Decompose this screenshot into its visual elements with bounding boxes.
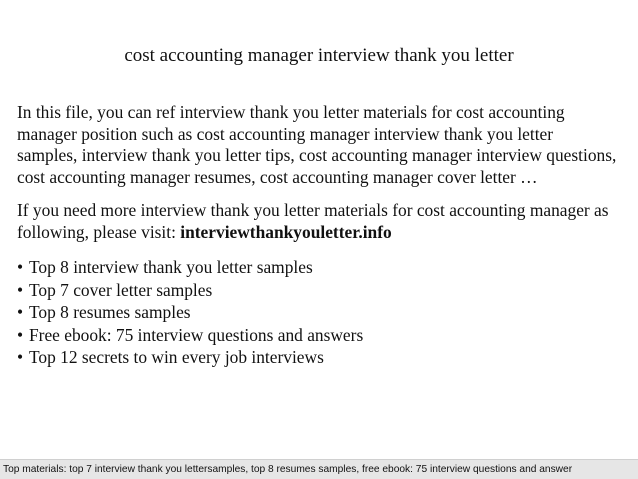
slide-title: cost accounting manager interview thank you letter (124, 45, 514, 66)
list-item (17, 324, 617, 347)
materials-list (17, 256, 617, 369)
intro-paragraph: In this file, you can ref interview thank you letter materials for cost accounting manager position such as cost accounting manager interview thank you letter samples, interview thank you letter tips, cost accounting manager interview questions, cost accounting manager resumes, cost accounting manager cover letter … (17, 102, 617, 187)
site-link[interactable]: interviewthankyouletter.info (180, 221, 392, 242)
list-item-label: Top 7 cover letter samples (29, 279, 213, 300)
list-item-label: Top 8 resumes samples (29, 302, 191, 322)
bullet-icon: • (17, 302, 24, 322)
bullet-icon: • (17, 324, 24, 345)
list-item-label: Top 12 secrets to win every job interviews (29, 347, 324, 367)
bullet-icon: • (17, 279, 24, 300)
list-item-label: Free ebook: 75 interview questions and answers (29, 324, 364, 345)
list-item (17, 346, 617, 369)
bullet-icon: • (17, 347, 24, 367)
list-item (17, 256, 617, 279)
more-paragraph (17, 200, 617, 243)
more-text: If you need more interview thank you letter materials for cost accounting manager as following, please visit: (17, 200, 609, 242)
list-item-label: Top 8 interview thank you letter samples (29, 257, 313, 277)
list-item (17, 279, 617, 302)
list-item (17, 301, 617, 324)
slide-body (17, 102, 617, 369)
bullet-icon: • (17, 257, 24, 277)
footer-bar: Top materials: top 7 interview thank you lettersamples, top 8 resumes samples, free ebook: 75 interview questions and answer (0, 459, 638, 479)
